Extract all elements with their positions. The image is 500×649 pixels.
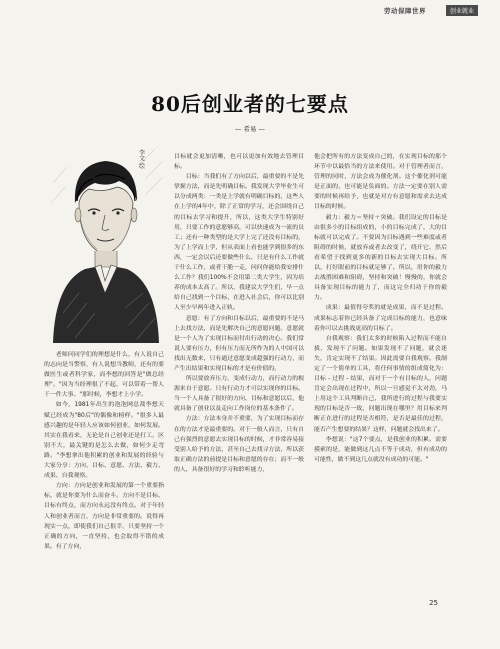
paragraph: 自我观察：我们太多的时候陷入过程而不能自拔，发现不了问题。如果发现不了问题，就会迷失，肯定实现不了结果。因此需要自我观察。我制定了一个简单的工具，将任何事情的组成简化为：目标 - 过程 - 结果，而对于一个有目标的人，问题肯定会出现在过程中，所以一旦感觉不太对劲，马上用这个工具判断自己，我所进行的过程与我要实现的目标是否一致，问题出现在哪里？用目标来判断正在进行的过程是否相符，是否是最佳的过程，能否产生想要的结果？这样，问题就会找出来了。 <box>314 335 447 433</box>
article-column-middle <box>174 152 304 475</box>
paragraph: 他会把所有的方法变成自己的，在实现目标的那个环节中以最恰当的方法来使用。对于管理者而言，管理的同时，方法会成为催化剂。这个催化剂可能是正面的，也可能是负面的。方法一定要在别人需要的时候再给予，也就是对方有意愿和需求去达成目标的时候。 <box>314 154 447 211</box>
article-title: 80后创业者的七要点 <box>151 92 349 116</box>
paragraph: 方向：方向是创业和发展的第一个重要指标，就是你要为什么而奋斗。方向不是目标，目标有终点，而方向永远没有终点。对于年轻人和创业者而言，方向是非常重要的。说得再现实一点，即使我们自己很幸，只要坚持一个正确的方向，一直坚持，也会取得不错的成果。有了方向， <box>44 483 164 550</box>
paragraph: 意愿：有了方向和目标以后，最重要的不是马上去找方法，而是先解决自己的意愿问题。意愿就是一个人为了实现目标而付出行动的决心。我们常说人要有压力，但有压力而无所作为的人中国可以找出无数来，只有通过意愿变成超强的行动力，而产生出结果和实现目标的才是有价值的。 <box>174 315 304 372</box>
paragraph: 如今，1981年出生的泡泡网总裁李想天赋已经成为"80后"的偶像和榜样。"很多人最感兴趣的是年轻人应该如何创业，如何发展。其实在我看来，无论是自己创业还是打工，区别不大，最关键的是怎么去做，如何少走弯路。"李想拿出他积累的创业和发展的经验与大家分享：方向、目标、意愿、方法、毅力、成果、自我观察。 <box>44 402 164 480</box>
article-column-right <box>314 152 447 465</box>
page-number: 25 <box>429 599 438 607</box>
paragraph: 老师问同学们的理想是什么，有人说自己的志向是当警察，有人说想当教师，还有的要做医生或者科学家，而李想的回答是"做总经理"。"因为当经理很了不起，可以带着一帮人干一件大事。"那时候，李想才上小学。 <box>44 352 164 399</box>
article-column-left <box>44 350 164 552</box>
section-tag: 创业就业 <box>446 5 478 16</box>
paragraph: 成果：最值得夸奖的就是成果，而不是过程。成果标志着你已经具备了完成目标的能力，也意味着你可以去挑战更高的目标了。 <box>314 305 447 332</box>
portrait-illustration <box>45 143 165 343</box>
running-header <box>0 6 500 18</box>
paragraph: 方法：方法本身并不重要，为了实现目标而存在的方法才是最重要的。对于一般人而言，只有自己有强烈的意愿去实现目标的时候，才非常容易接受别人给予的方法，甚至自己去找寻方法，所以获取正确方法的前提是目标和意愿的存在；而不一般的人，具备很好的学习和聆听能力， <box>174 416 304 473</box>
magazine-section-title: 劳动保障世界 <box>384 7 426 15</box>
paragraph: 毅力：毅力＝坚持＋突破。我们设定的目标是由很多小的目标组成的，小的目标完成了，大的目标就可以完成了。不要因为目标遇到一些难度或者阻碍的时候，就放弃或者去改变了，绕开它，然后看希望于找到更多的新的目标去实现大目标。所以，打好眼前的目标就足够了。所以，用你的毅力去战胜困难和阻碍，坚持和突破！慢慢的，你就会具备实现目标的能力了，而这完全归功于你的毅力。 <box>314 214 447 302</box>
paragraph: 目标就会更加清晰，也可以更加有效地去管理目标。 <box>174 154 304 171</box>
paragraph: 所以要放弃压力，变成行动力，而行动力的根源来自于意愿。只有行动力才可以实现你的目标。当一个人具备了很好的方向、目标和意愿以后，他就具备了创业以及走向工作岗位的基本条件了。 <box>174 376 304 413</box>
paragraph: 目标：当我们有了方向以后，最重要的不是先掌握方法，而是先明确目标。我发现大学毕业生可以分成两类：一类是上学就有明确目标的，这些人在上学的4年中，除了正常的学习，还会围绕自己的目标去学习和提升，所以，这类大学生特别好用，只要工作的意愿够高，可以快速成为一流的员工；还有一种类型的是大学上完了还没有目标的，为了上学而上学，但从表面上看也能学到很多的东西，一定会以后还要做些什么，只是有什么工作就干什么工作，或者干脆一走，问问你能给我安排什么工作？我们100%不会用第二类大学生，因为培养的成本太高了。所以，我建议大学生们，早一点给自己找到一个目标，在进入社会后，你可以比别人至少早两年进入正轨。 <box>174 174 304 312</box>
portrait-caption: 李文 绘 <box>137 149 145 169</box>
article-author: — 希易 — <box>234 125 266 133</box>
paragraph: 李想说："这7个要点，是我创业的积累。需要摸索的是，能做到这几点不等于成功，但有成功的可能性，做不到这几点就没有成功的可能。" <box>314 436 447 463</box>
